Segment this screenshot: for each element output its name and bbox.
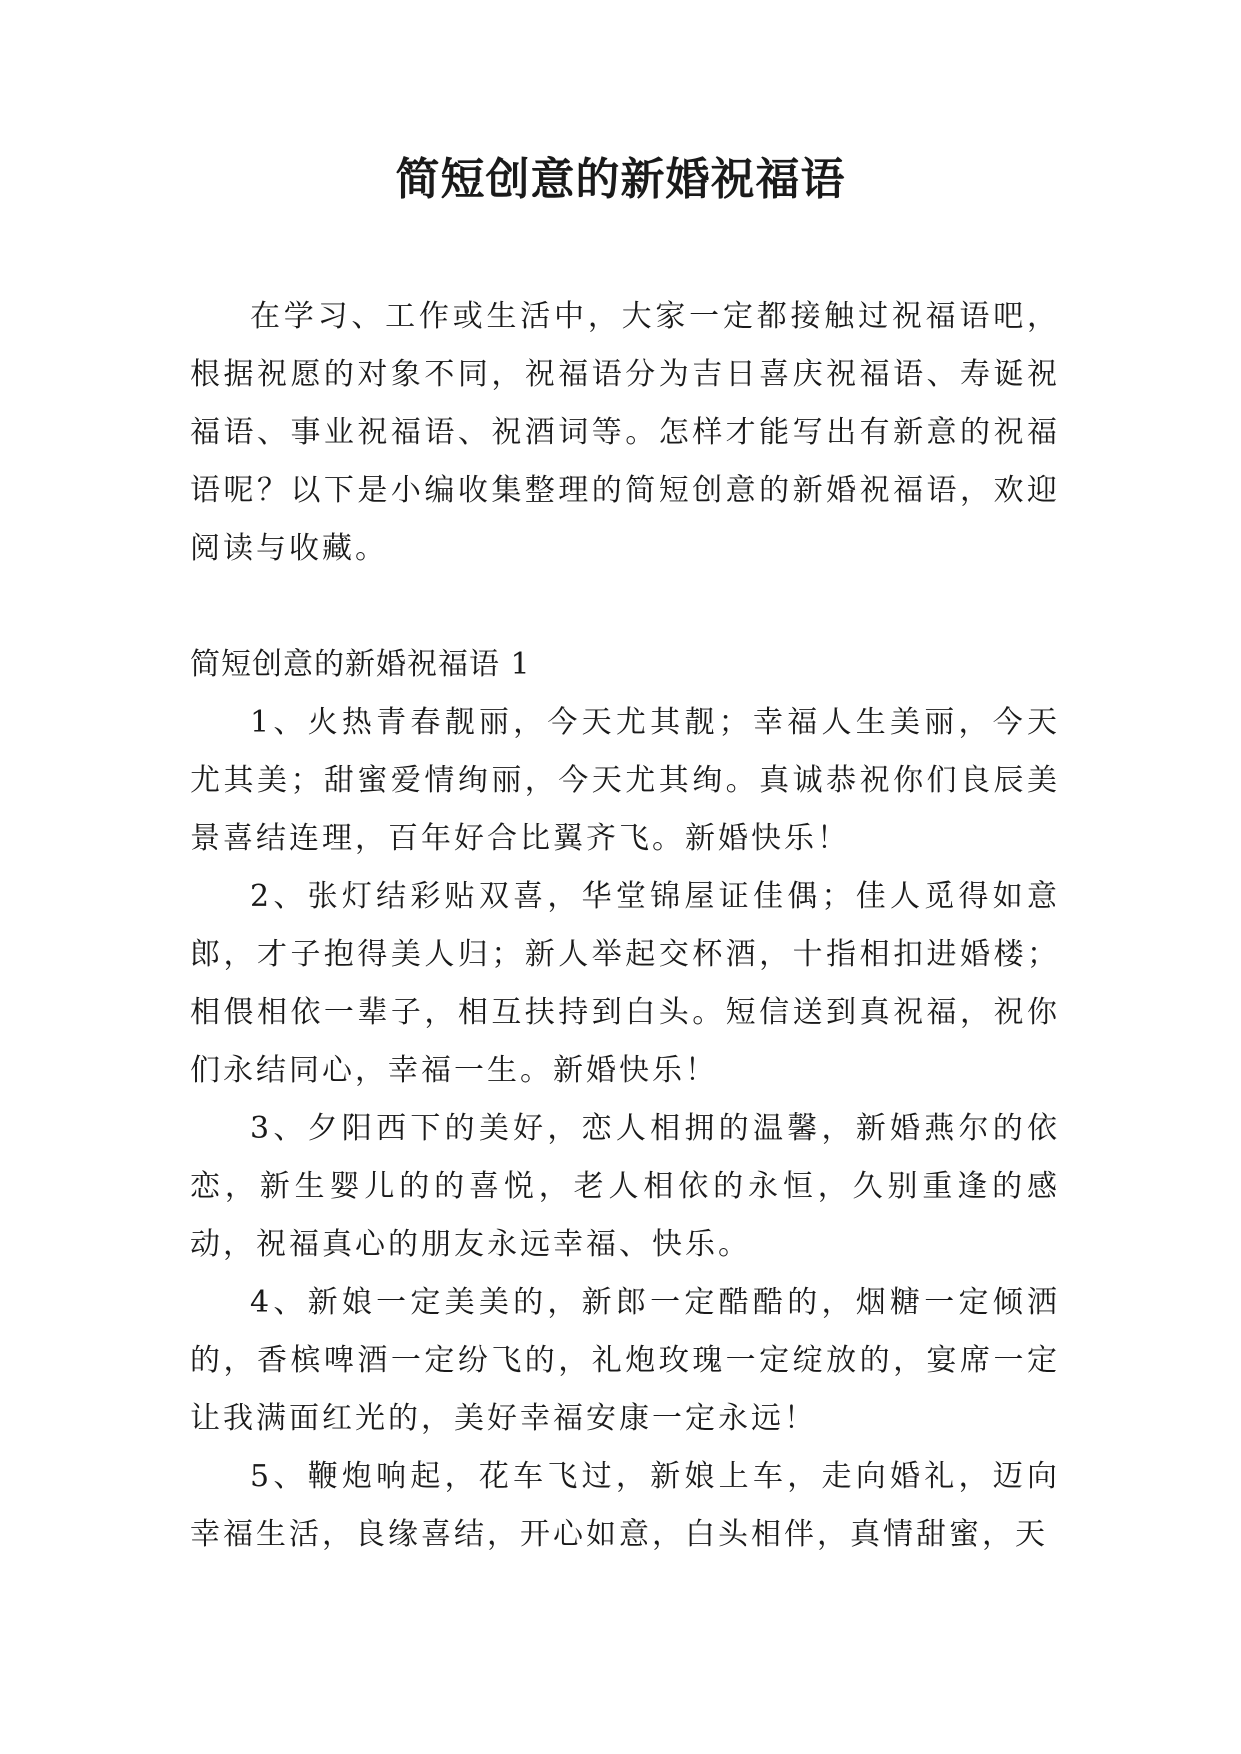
- list-item: 2、张灯结彩贴双喜，华堂锦屋证佳偶；佳人觅得如意郎，才子抱得美人归；新人举起交杯酒，十指相扣进婚楼；相偎相依一辈子，相互扶持到白头。短信送到真祝福，祝你们永结同心，幸福一生。新婚快乐！: [190, 879, 1060, 1088]
- list-item: 3、夕阳西下的美好，恋人相拥的温馨，新婚燕尔的依恋，新生婴儿的的喜悦，老人相依的永恒，久别重逢的感动，祝福真心的朋友永远幸福、快乐。: [190, 1111, 1060, 1262]
- section-heading: 简短创意的新婚祝福语 1: [190, 647, 531, 682]
- list-item: 1、火热青春靓丽，今天尤其靓；幸福人生美丽，今天尤其美；甜蜜爱情绚丽，今天尤其绚。真诚恭祝你们良辰美景喜结连理，百年好合比翼齐飞。新婚快乐！: [190, 705, 1060, 856]
- document-body: [190, 288, 1060, 1564]
- intro-paragraph: 在学习、工作或生活中，大家一定都接触过祝福语吧，根据祝愿的对象不同，祝福语分为吉日喜庆祝福语、寿诞祝福语、事业祝福语、祝酒词等。怎样才能写出有新意的祝福语呢？以下是小编收集整理的简短创意的新婚祝福语，欢迎阅读与收藏。: [190, 299, 1060, 566]
- document-title: 简短创意的新婚祝福语: [395, 154, 846, 205]
- list-item: 5、鞭炮响起，花车飞过，新娘上车，走向婚礼，迈向幸福生活，良缘喜结，开心如意，白头相伴，真情甜蜜，天: [190, 1459, 1060, 1552]
- list-item: 4、新娘一定美美的，新郎一定酷酷的，烟糖一定倾洒的，香槟啤酒一定纷飞的，礼炮玫瑰一定绽放的，宴席一定让我满面红光的，美好幸福安康一定永远！: [190, 1285, 1060, 1436]
